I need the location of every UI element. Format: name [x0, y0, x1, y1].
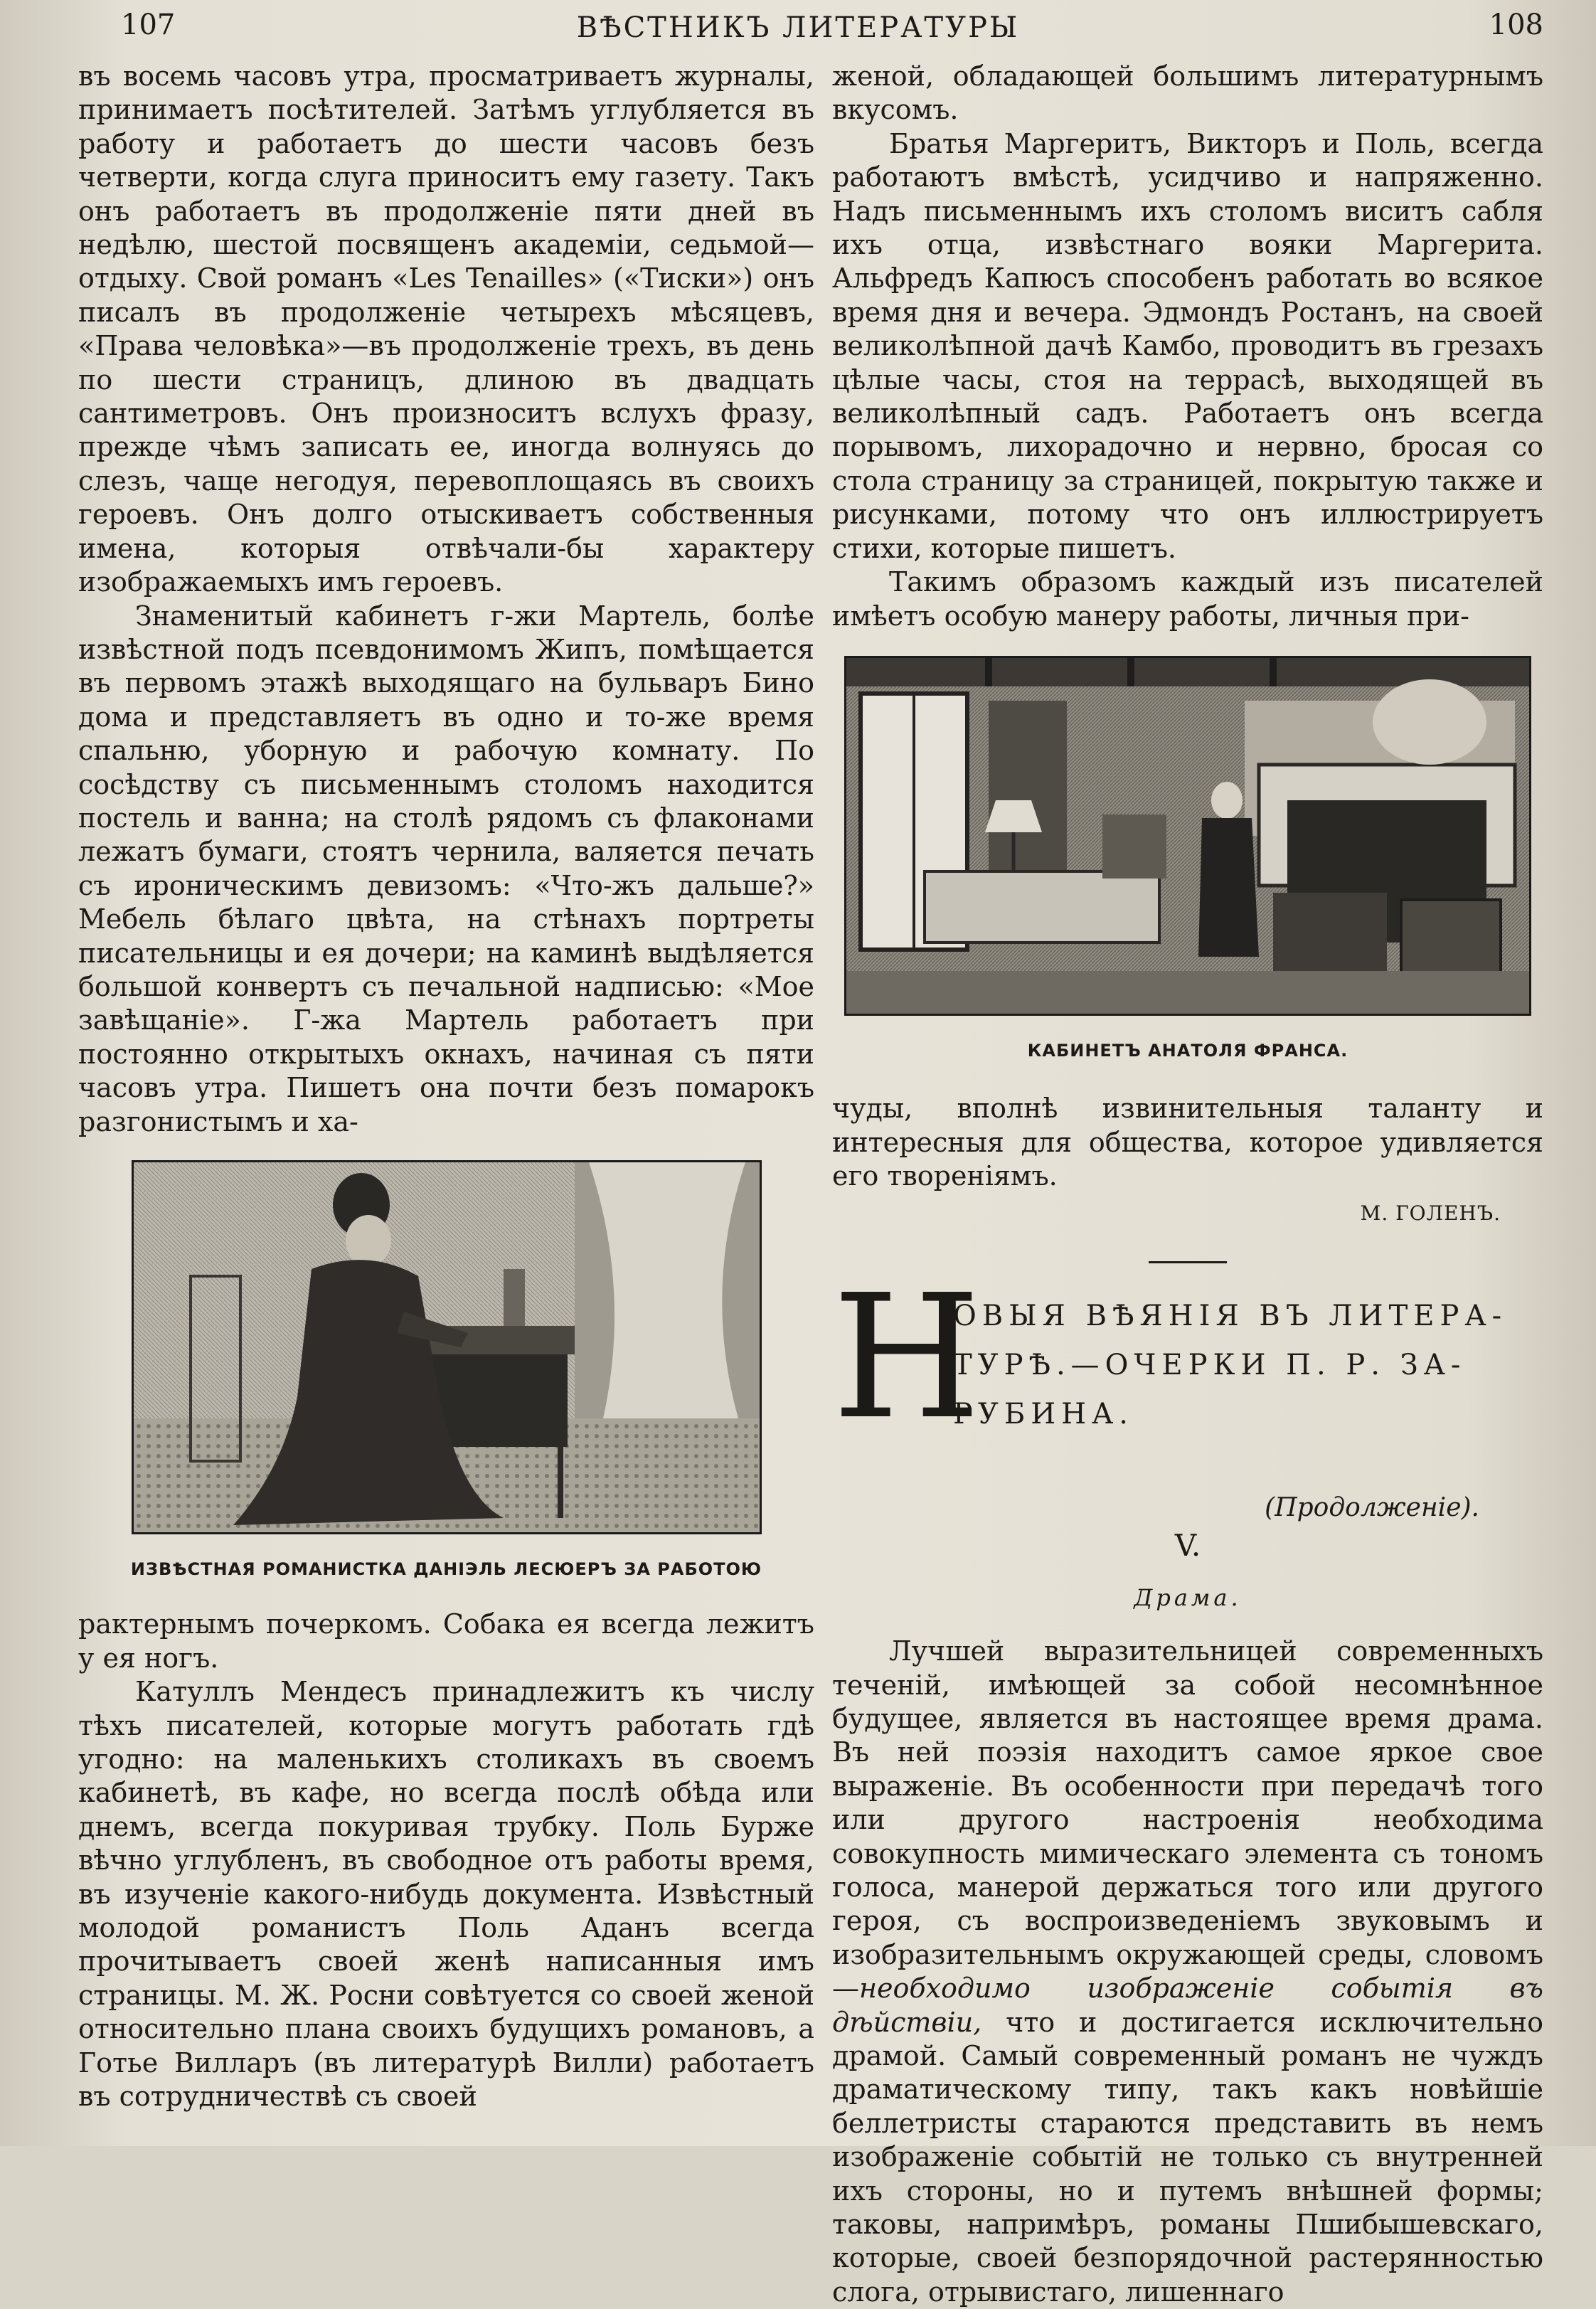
running-header [0, 6, 1596, 48]
figure-caption: КАБИНЕТЪ АНАТОЛЯ ФРАНСА. [1027, 1040, 1348, 1061]
photo-lesueur [132, 1160, 762, 1534]
title-line: ТУРѢ.—ОЧЕРКИ П. Р. ЗА- [953, 1348, 1467, 1381]
continued-note: (Продолженіе). [1265, 1492, 1479, 1522]
paragraph: чуды, вполнѣ извинительныя таланту и интересныя для общества, которое удивляется его твореніямъ. [832, 1093, 1543, 1192]
title-line: РУБИНА. [953, 1397, 1134, 1430]
figure-lesueur [78, 1160, 814, 1586]
paragraph: въ восемь часовъ утра, просматриваетъ журналы, принимаетъ посѣтителей. Затѣмъ углубляется въ работу и работаетъ до шести часовъ безъ четверти, когда слуга приноситъ ему газету. Такъ онъ работаетъ въ продолженіе пяти дней въ недѣлю, шестой посвященъ академіи, седьмой—отдыху. Свой романъ «Les Tenailles» («Тиски») онъ писалъ въ продолженіе четырехъ мѣсяцевъ, «Права человѣка»—въ продолженіе трехъ, въ день по шести страницъ, длиною въ двадцать сантиметровъ. Онъ произноситъ вслухъ фразу, прежде чѣмъ записать ее, иногда волнуясь до слезъ, чаще негодуя, перевоплощаясь въ своихъ героевъ. Онъ долго отыскиваетъ собственныя имена, которыя отвѣчали-бы характеру изображаемыхъ имъ героевъ. [78, 60, 814, 598]
title-line: ОВЫЯ ВѢЯНІЯ ВЪ ЛИТЕРА- [953, 1299, 1508, 1332]
emphasized-text: необходимо изображеніе событія въ дѣйствіи, [832, 1973, 1543, 2038]
paragraph: Катуллъ Мендесъ принадлежитъ къ числу тѣхъ писателей, которые могутъ работать гдѣ угодно: на маленькихъ столикахъ въ своемъ кабинетѣ, въ кафе, но всегда послѣ обѣда или днемъ, всегда покуривая трубку. Поль Бурже вѣчно углубленъ, въ свободное отъ работы время, въ изученіе какого-нибудь документа. Извѣстный молодой романистъ Поль Аданъ всегда прочитываетъ своей женѣ написанныя имъ страницы. М. Ж. Росни совѣтуется со своей женой относительно плана своихъ будущихъ романовъ, а Готье Вилларъ (въ литературѣ Вилли) работаетъ въ сотрудничествѣ съ своей [78, 1676, 814, 2113]
paragraph: Знаменитый кабинетъ г-жи Мартель, болѣе извѣстной подъ псевдонимомъ Жипъ, помѣщается въ первомъ этажѣ выходящаго на бульваръ Бино дома и представляетъ въ одно и то-же время спальню, уборную и рабочую комнату. По сосѣдству съ письменнымъ столомъ находится постель и ванна; на столѣ рядомъ съ флаконами лежатъ бумаги, стоятъ чернила, валяется печать съ ироническимъ девизомъ: «Что-жъ дальше?» Мебель бѣлаго цвѣта, на стѣнахъ портреты писательницы и ея дочери; на каминѣ выдѣляется большой конвертъ съ печальной надписью: «Мое завѣщаніе». Г-жа Мартель работаетъ при постоянно открытыхъ окнахъ, начиная съ пяти часовъ утра. Пишетъ она почти безъ помарокъ разгонистымъ и ха- [78, 600, 814, 1137]
paragraph: рактернымъ почеркомъ. Собака ея всегда лежитъ у ея ногъ. [78, 1608, 814, 1674]
page-number-left: 107 [121, 9, 176, 41]
article-title-text [953, 1292, 1543, 1439]
running-title: ВѢСТНИКЪ ЛИТЕРАТУРЫ [576, 11, 1020, 44]
photo-france-study [844, 656, 1531, 1016]
figure-caption: ИЗВѢСТНАЯ РОМАНИСТКА ДАНІЭЛЬ ЛЕСЮЕРЪ ЗА РАБОТОЮ [130, 1559, 762, 1579]
section-heading: Драма. [1134, 1583, 1242, 1611]
paragraph: Братья Маргеритъ, Викторъ и Поль, всегда работаютъ вмѣстѣ, усидчиво и напряженно. Надъ письменнымъ ихъ столомъ виситъ сабля ихъ отца, извѣстнаго вояки Маргерита. Альфредъ Капюсъ способенъ работать во всякое время дня и вечера. Эдмондъ Ростанъ, на своей великолѣпной дачѣ Камбо, проводитъ въ грезахъ цѣлые часы, стоя на террасѣ, выходящей въ великолѣпный садъ. Работаетъ онъ всегда порывомъ, лихорадочно и нервно, бросая со стола страницу за страницей, покрытую также и рисунками, потому что онъ иллюстрируетъ стихи, которые пишетъ. [832, 127, 1543, 564]
article-title [832, 1257, 1543, 1505]
section-number: V. [1174, 1528, 1201, 1564]
author-signature: М. ГОЛЕНЪ. [1360, 1201, 1501, 1225]
right-column [832, 60, 1543, 2309]
page-number-right: 108 [1489, 9, 1543, 41]
paragraph: женой, обладающей большимъ литературнымъ вкусомъ. [832, 60, 1543, 126]
section-divider [1149, 1261, 1227, 1263]
paragraph: Такимъ образомъ каждый изъ писателей имѣетъ особую манеру работы, личныя при- [832, 566, 1543, 632]
paragraph-text: Лучшей выразительницей современныхъ теченій, имѣющей за собой несомнѣнное будущее, является въ настоящее время драма. Въ ней поэзія находитъ самое яркое свое выраженіе. Въ особенности при передачѣ того или другого настроенія необходима совокупность мимическаго элемента съ тономъ голоса, манерой держаться того или другого героя, съ воспроизведеніемъ звуковымъ и изобразительнымъ окружающей среды, словомъ— [832, 1635, 1543, 2005]
left-column [78, 60, 814, 2114]
paragraph [832, 1635, 1543, 2309]
drop-cap: Н [832, 1257, 981, 1457]
figure-france-study [832, 656, 1543, 1068]
paragraph-text: что и достигается исключительно драмой. Самый современный романъ не чуждъ драматическому типу, такъ какъ новѣйшіе беллетристы стараются представить въ немъ изображеніе событій не только съ внутренней ихъ стороны, но и путемъ внѣшней формы; таковы, напримѣръ, романы Пшибышевскаго, которые, своей безпорядочной растерянностью слога, отрывистаго, лишеннаго [832, 2006, 1543, 2308]
